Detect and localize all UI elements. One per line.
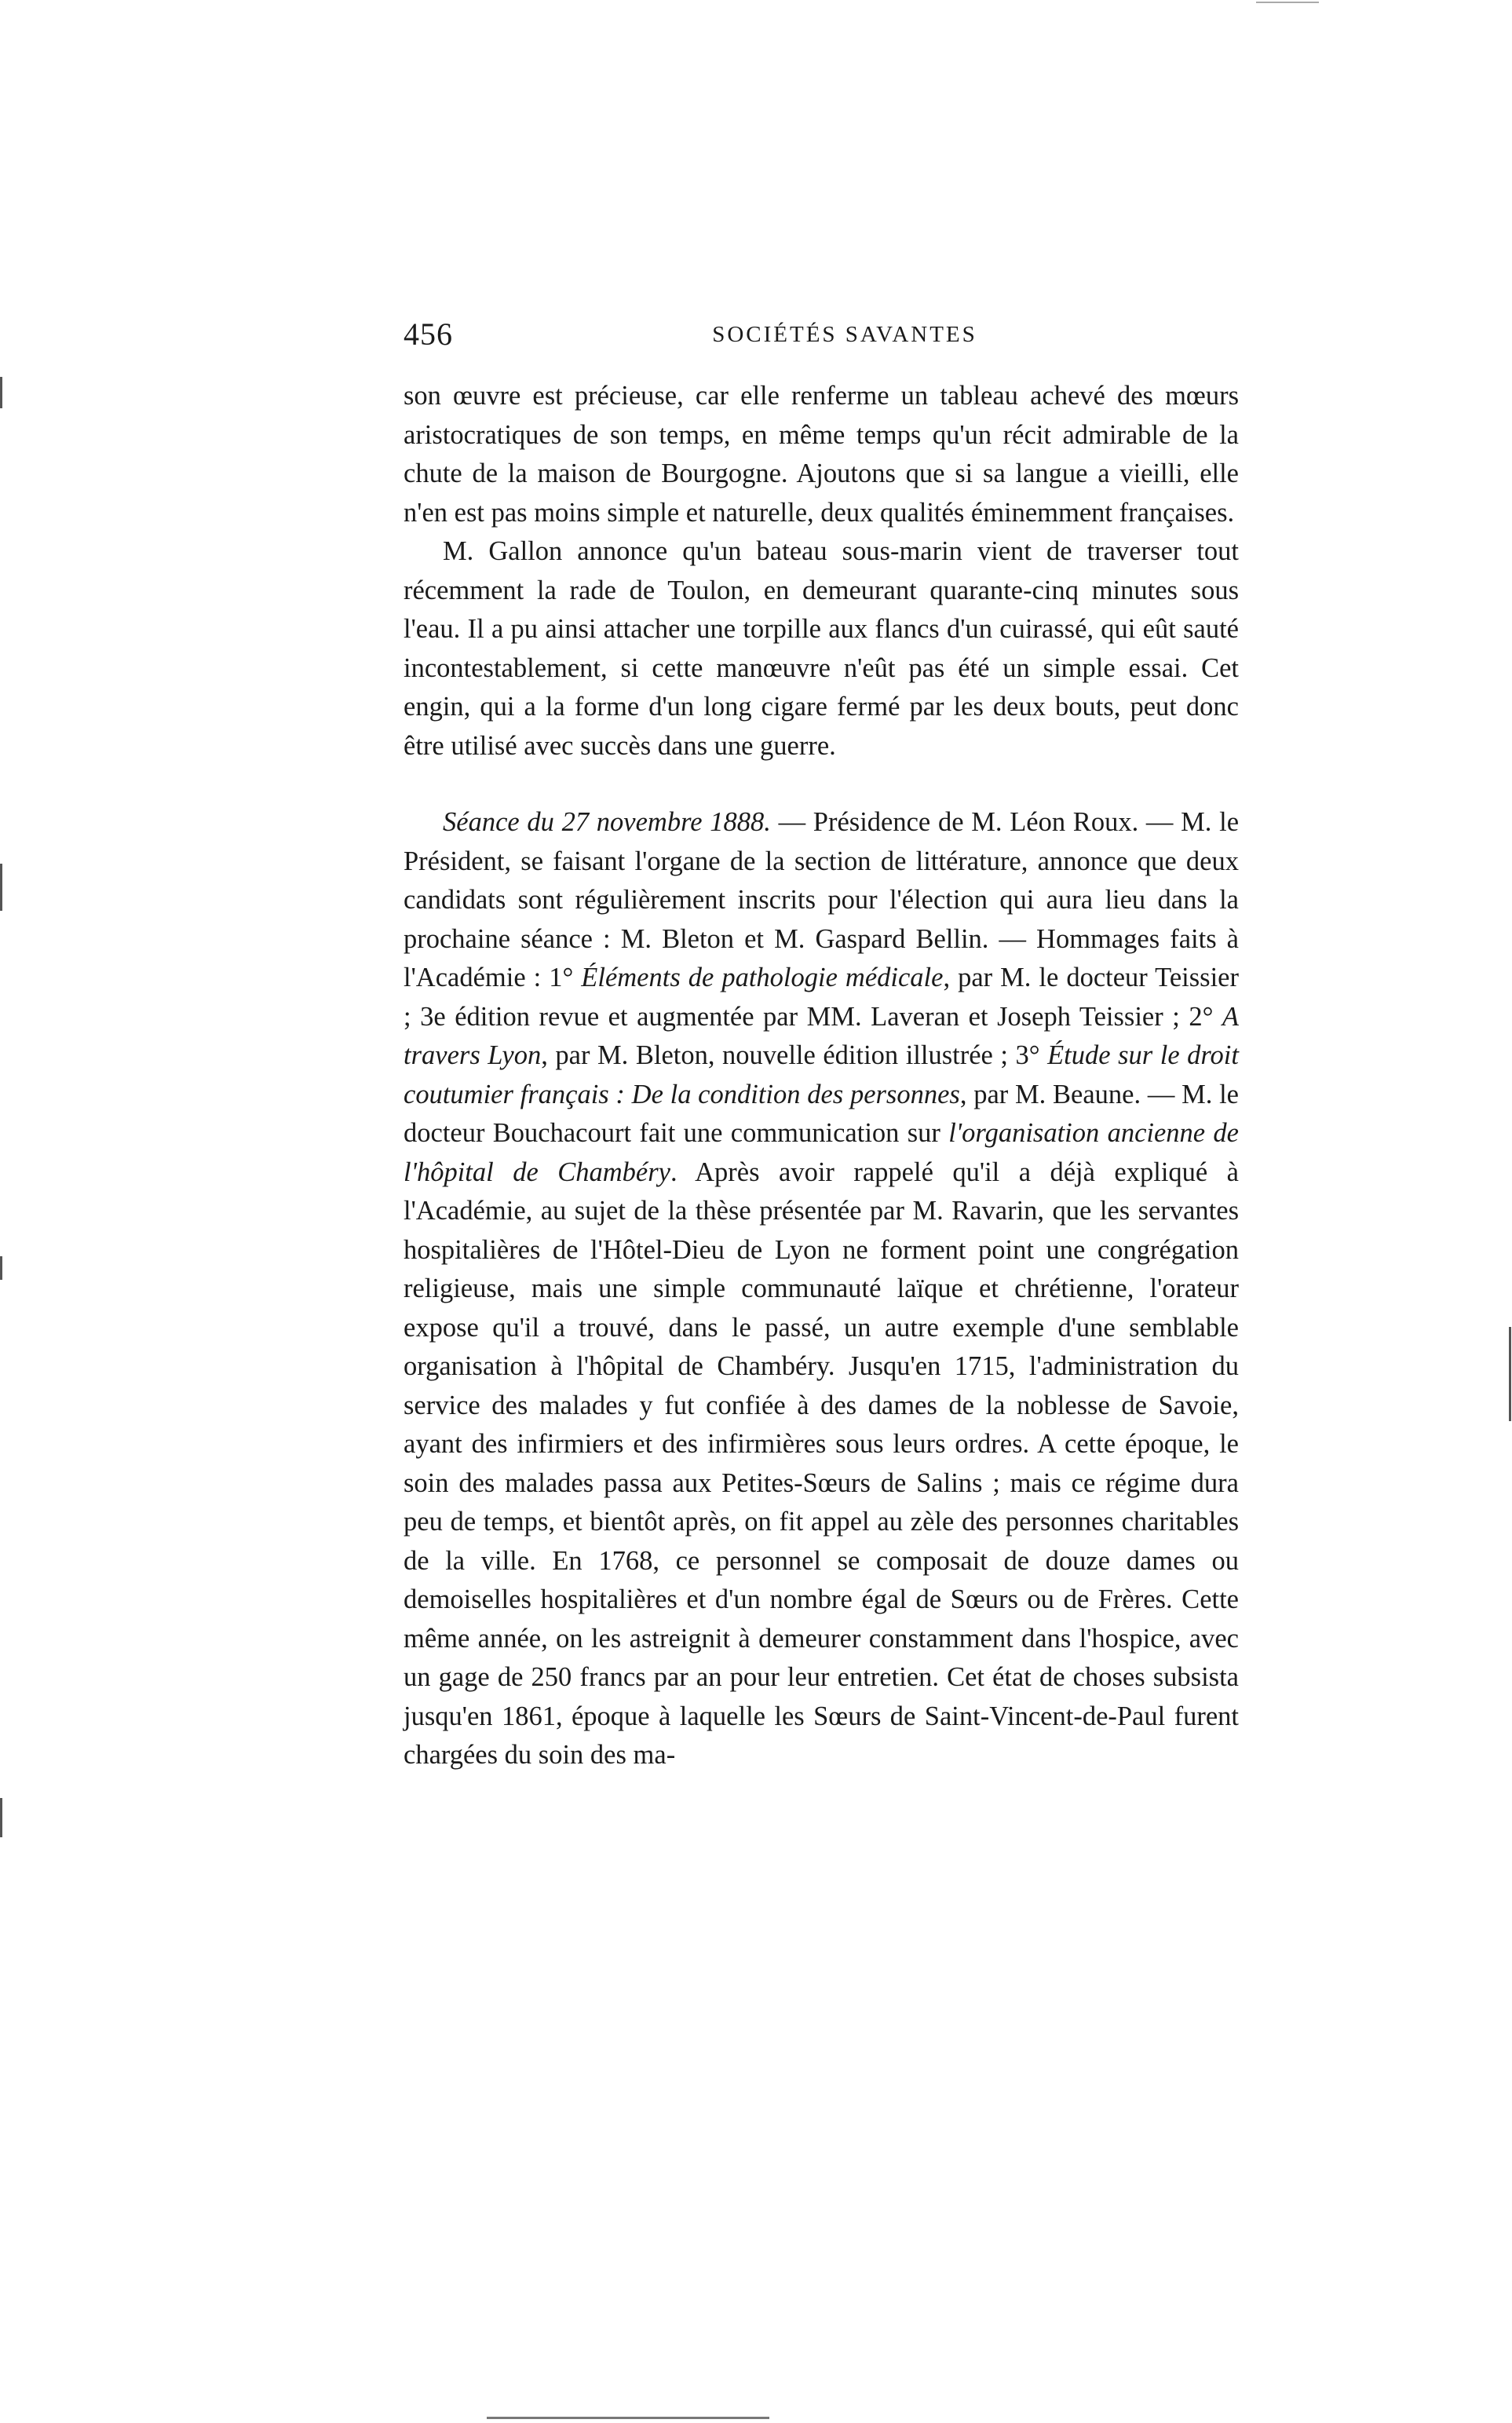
paragraph: M. Gallon annonce qu'un bateau sous-marin vient de traverser tout récemment la rade de Toulon, en demeurant quarante-cinq minutes sous l'eau. Il a pu ainsi attacher une torpille aux flancs d'un cuirassé, qui eût sauté incontestablement, si cette manœuvre n'eût pas été un simple essai. Cet engin, qui a la forme d'un long cigare fermé par les deux bouts, peut donc être utilisé avec succès dans une guerre. [404, 536, 1239, 761]
body-text [404, 377, 1239, 1775]
text-run: , par M. Beaune. — M. le docteur Bouchacourt fait une communication sur [404, 1079, 1239, 1148]
seance-date: Séance du 27 novembre 1888. [443, 807, 771, 837]
scan-artifact-top [1256, 2, 1319, 3]
scan-artifact-left [0, 1256, 2, 1280]
running-head: SOCIÉTÉS SAVANTES [712, 322, 977, 347]
paragraph: son œuvre est précieuse, car elle renferme un tableau achevé des mœurs aristocratiques de son temps, en même temps qu'un récit admirable de la chute de la maison de Bourgogne. Ajoutons que si sa langue a vieilli, elle n'en est pas moins simple et naturelle, deux qualités éminemment françaises. [404, 381, 1239, 528]
page-number: 456 [404, 316, 453, 352]
book-title: A travers Lyon [404, 1001, 1239, 1070]
scan-artifact-right [1509, 1327, 1511, 1421]
scan-artifact-bottom [487, 2417, 769, 2419]
scan-artifact-left [0, 1798, 2, 1837]
text-run: , par M. Bleton, nouvelle édition illustrée ; 3° [541, 1040, 1048, 1070]
text-run: — Présidence de M. Léon Roux. — M. le Président, se faisant l'organe de la section de littérature, annonce que deux candidats sont régulièrement inscrits pour l'élection qui aura lieu dans la prochaine séance : M. Bleton et M. Gaspard Bellin. — Hommages faits à l'Académie : 1° [404, 807, 1240, 992]
scan-artifact-left [0, 864, 2, 911]
scan-artifact-left [0, 377, 2, 408]
page-header [404, 316, 1239, 363]
communication-title: l'organisation ancienne de l'hôpital de Chambéry [404, 1118, 1239, 1187]
book-title: Éléments de pathologie médicale [581, 963, 944, 992]
book-title: Étude sur le droit coutumier français : De la condition des personnes [404, 1040, 1239, 1109]
text-run: , par M. le docteur Teissier ; 3e édition revue et augmentée par MM. Laveran et Joseph Teissier ; 2° [404, 963, 1239, 1032]
text-run: . Après avoir rappelé qu'il a déjà expliqué à l'Académie, au sujet de la thèse présentée par M. Ravarin, que les servantes hospitalières de l'Hôtel-Dieu de Lyon ne forment point une congrégation religieuse, mais une simple communauté laïque et chrétienne, l'orateur expose qu'il a trouvé, dans le passé, un autre exemple d'une semblable organisation à l'hôpital de Chambéry. Jusqu'en 1715, l'administration du service des malades y fut confiée à des dames de la noblesse de Savoie, ayant des infirmiers et des infirmières sous leurs ordres. A cette époque, le soin des malades passa aux Petites-Sœurs de Salins ; mais ce régime dura peu de temps, et bientôt après, on fit appel au zèle des personnes charitables de la ville. En 1768, ce personnel se composait de douze dames ou demoiselles hospitalières et d'un nombre égal de Sœurs ou de Frères. Cette même année, on les astreignit à demeurer constamment dans l'hospice, avec un gage de 250 francs par an pour leur entretien. Cet état de choses subsista jusqu'en 1861, époque à laquelle les Sœurs de Saint-Vincent-de-Paul furent chargées du soin des ma- [404, 1157, 1239, 1770]
paragraph-seance [404, 803, 1239, 1775]
